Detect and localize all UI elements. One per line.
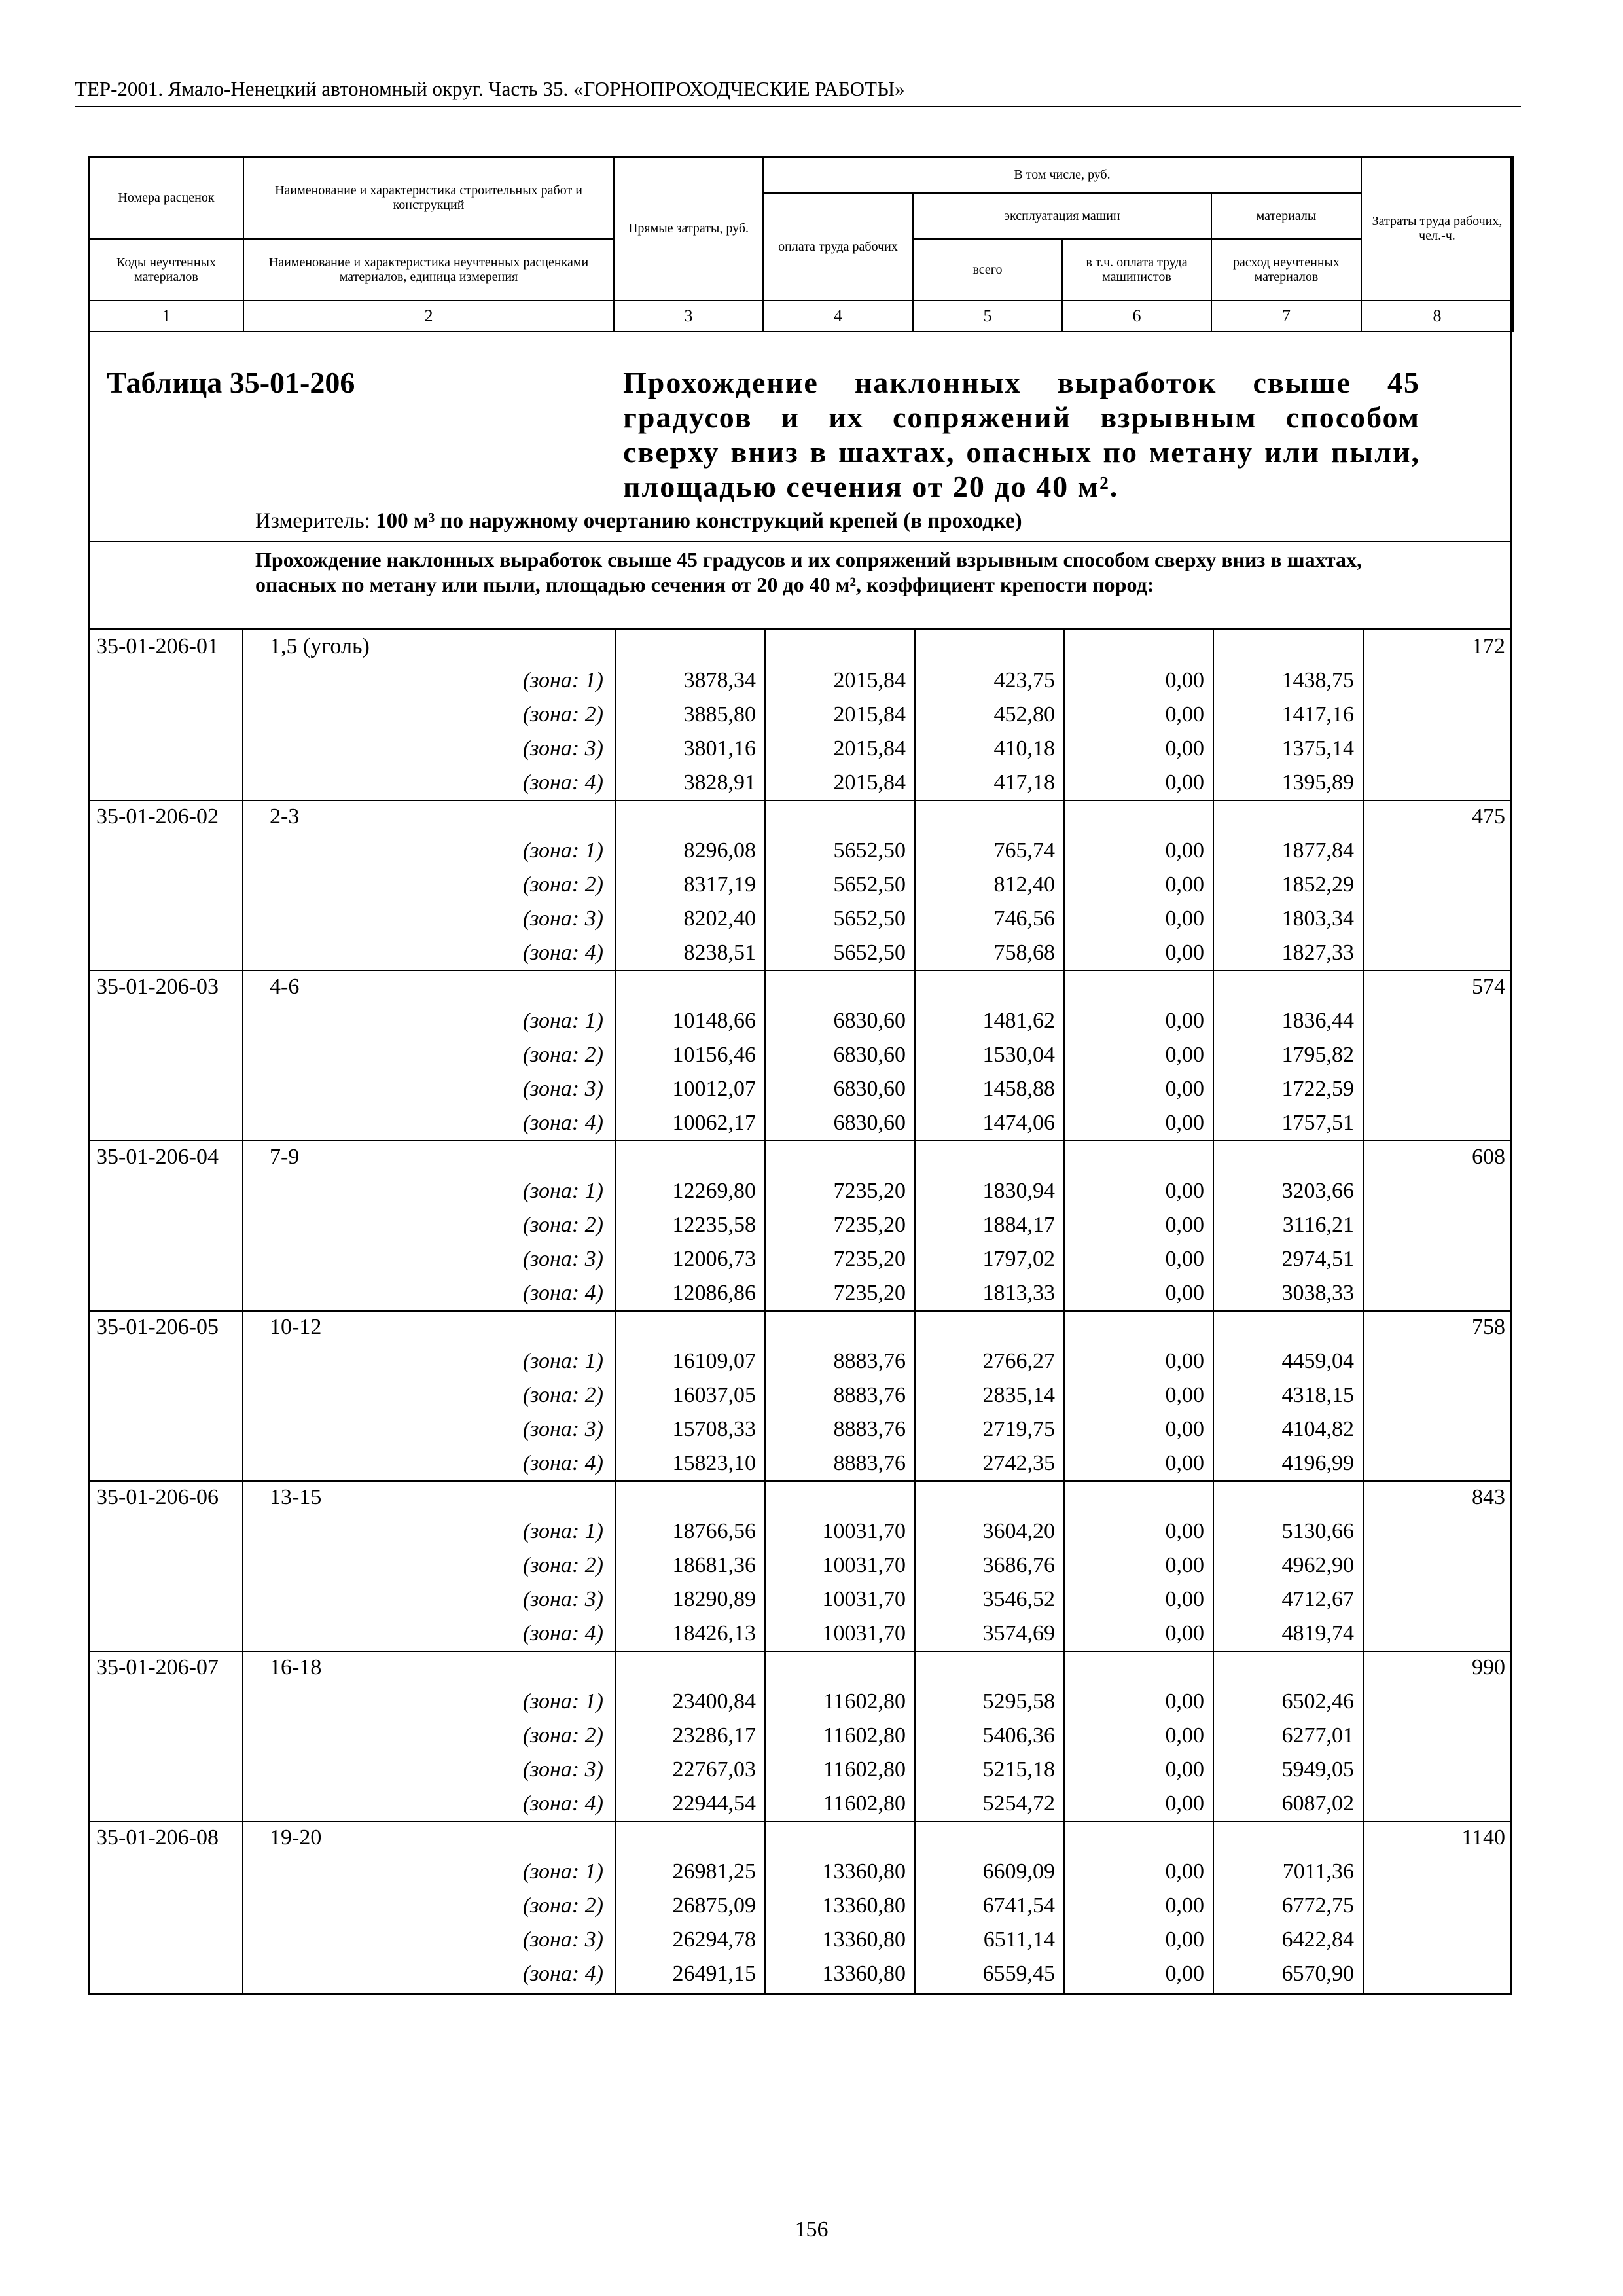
value-mach: 2742,35 [982, 1451, 1055, 1475]
labor-cost: 608 [1472, 1145, 1505, 1169]
value-mat: 1757,51 [1281, 1111, 1354, 1135]
value-direct: 12086,86 [672, 1281, 756, 1305]
rate-name: 19-20 [270, 1825, 322, 1850]
value-mach: 765,74 [993, 838, 1055, 863]
row-separator [88, 1140, 1512, 1141]
value-direct: 8317,19 [683, 872, 756, 897]
labor-cost: 172 [1472, 634, 1505, 658]
value-mat: 6087,02 [1281, 1791, 1354, 1816]
value-mach_wages: 0,00 [1165, 1757, 1204, 1782]
col-header-unaccounted-materials: расход неучтенных материалов [1211, 239, 1361, 300]
value-mach: 5215,18 [982, 1757, 1055, 1782]
col-number: 8 [1361, 300, 1513, 332]
col-header-material-codes: Коды неучтенных материалов [89, 239, 243, 300]
value-direct: 8238,51 [683, 941, 756, 965]
value-wages: 13360,80 [822, 1962, 906, 1986]
value-mat: 2974,51 [1281, 1247, 1354, 1271]
value-mach: 6511,14 [983, 1928, 1055, 1952]
value-direct: 22767,03 [672, 1757, 756, 1782]
value-mach_wages: 0,00 [1165, 1893, 1204, 1918]
value-mach_wages: 0,00 [1165, 1553, 1204, 1577]
value-wages: 13360,80 [822, 1893, 906, 1918]
value-mach_wages: 0,00 [1165, 1621, 1204, 1645]
value-wages: 5652,50 [833, 872, 906, 897]
rate-code: 35-01-206-05 [96, 1315, 219, 1339]
value-direct: 18766,56 [672, 1519, 756, 1543]
zone-label: (зона: 1) [522, 1689, 603, 1713]
value-wages: 8883,76 [833, 1349, 906, 1373]
value-mat: 1803,34 [1281, 906, 1354, 931]
value-mat: 1722,59 [1281, 1077, 1354, 1101]
zone-label: (зона: 4) [522, 1281, 603, 1305]
value-direct: 18290,89 [672, 1587, 756, 1611]
column-separator [1063, 630, 1065, 1994]
value-mach_wages: 0,00 [1165, 668, 1204, 692]
rate-code: 35-01-206-04 [96, 1145, 219, 1169]
running-header: ТЕР-2001. Ямало-Ненецкий автономный округ. Часть 35. «ГОРНОПРОХОДЧЕСКИЕ РАБОТЫ» [75, 77, 1521, 107]
zone-label: (зона: 1) [522, 1349, 603, 1373]
value-mach: 3686,76 [982, 1553, 1055, 1577]
row-separator [88, 1480, 1512, 1482]
value-mat: 1795,82 [1281, 1043, 1354, 1067]
value-direct: 15708,33 [672, 1417, 756, 1441]
col-header-direct-costs: Прямые затраты, руб. [614, 156, 763, 300]
value-mach_wages: 0,00 [1165, 1723, 1204, 1748]
value-mach_wages: 0,00 [1165, 941, 1204, 965]
value-mat: 5949,05 [1281, 1757, 1354, 1782]
labor-cost: 843 [1472, 1485, 1505, 1509]
column-separator [914, 630, 916, 1994]
value-wages: 10031,70 [822, 1519, 906, 1543]
value-mat: 4962,90 [1281, 1553, 1354, 1577]
value-direct: 10062,17 [672, 1111, 756, 1135]
column-separator [1213, 630, 1214, 1994]
row-separator [88, 970, 1512, 971]
rate-name: 16-18 [270, 1655, 322, 1679]
rate-code: 35-01-206-06 [96, 1485, 219, 1509]
value-wages: 2015,84 [833, 770, 906, 795]
zone-label: (зона: 3) [522, 1417, 603, 1441]
value-wages: 11602,80 [823, 1723, 906, 1748]
value-wages: 6830,60 [833, 1077, 906, 1101]
value-mat: 7011,36 [1282, 1859, 1354, 1884]
col-number: 3 [614, 300, 763, 332]
value-wages: 13360,80 [822, 1859, 906, 1884]
value-mach: 3604,20 [982, 1519, 1055, 1543]
value-direct: 18681,36 [672, 1553, 756, 1577]
value-direct: 22944,54 [672, 1791, 756, 1816]
labor-cost: 1140 [1461, 1825, 1505, 1850]
value-mat: 6277,01 [1281, 1723, 1354, 1748]
value-mat: 1877,84 [1281, 838, 1354, 863]
value-direct: 23286,17 [672, 1723, 756, 1748]
zone-label: (зона: 2) [522, 1723, 603, 1748]
value-mach: 5295,58 [982, 1689, 1055, 1713]
value-mat: 4459,04 [1281, 1349, 1354, 1373]
col-number: 5 [913, 300, 1062, 332]
value-mach: 1813,33 [982, 1281, 1055, 1305]
value-wages: 8883,76 [833, 1383, 906, 1407]
row-separator [88, 1310, 1512, 1312]
value-mach: 2835,14 [982, 1383, 1055, 1407]
value-direct: 26981,25 [672, 1859, 756, 1884]
zone-label: (зона: 4) [522, 1451, 603, 1475]
column-header-table [88, 156, 1514, 332]
zone-label: (зона: 1) [522, 668, 603, 692]
value-mat: 1375,14 [1281, 736, 1354, 761]
value-wages: 11602,80 [823, 1757, 906, 1782]
value-mat: 6570,90 [1281, 1962, 1354, 1986]
value-mat: 1852,29 [1281, 872, 1354, 897]
labor-cost: 990 [1472, 1655, 1505, 1679]
value-mach: 5406,36 [982, 1723, 1055, 1748]
rate-name: 4-6 [270, 975, 300, 999]
measure-label: Измеритель: [255, 509, 370, 533]
value-mach: 417,18 [993, 770, 1055, 795]
col-number: 4 [763, 300, 913, 332]
col-number: 6 [1062, 300, 1211, 332]
value-mach: 1830,94 [982, 1179, 1055, 1203]
value-mat: 6502,46 [1281, 1689, 1354, 1713]
column-separator [1363, 630, 1364, 1994]
value-wages: 8883,76 [833, 1451, 906, 1475]
value-mach_wages: 0,00 [1165, 1859, 1204, 1884]
rate-name: 2-3 [270, 804, 300, 829]
value-mach_wages: 0,00 [1165, 1077, 1204, 1101]
value-direct: 10012,07 [672, 1077, 756, 1101]
value-mach_wages: 0,00 [1165, 906, 1204, 931]
value-mach_wages: 0,00 [1165, 1179, 1204, 1203]
value-wages: 5652,50 [833, 838, 906, 863]
value-mach_wages: 0,00 [1165, 770, 1204, 795]
value-mach: 1530,04 [982, 1043, 1055, 1067]
value-mach: 1884,17 [982, 1213, 1055, 1237]
value-direct: 16109,07 [672, 1349, 756, 1373]
value-mach: 812,40 [993, 872, 1055, 897]
zone-label: (зона: 3) [522, 1587, 603, 1611]
value-mat: 4318,15 [1281, 1383, 1354, 1407]
value-mach: 3546,52 [982, 1587, 1055, 1611]
value-direct: 26491,15 [672, 1962, 756, 1986]
value-mach: 410,18 [993, 736, 1055, 761]
value-mach: 1797,02 [982, 1247, 1055, 1271]
value-mach_wages: 0,00 [1165, 702, 1204, 726]
value-mach_wages: 0,00 [1165, 1451, 1204, 1475]
zone-label: (зона: 2) [522, 1893, 603, 1918]
value-wages: 10031,70 [822, 1553, 906, 1577]
value-mach: 1474,06 [982, 1111, 1055, 1135]
rate-name: 1,5 (уголь) [270, 634, 370, 658]
rate-code: 35-01-206-03 [96, 975, 219, 999]
rate-name: 10-12 [270, 1315, 322, 1339]
value-mach: 2766,27 [982, 1349, 1055, 1373]
zone-label: (зона: 2) [522, 1213, 603, 1237]
value-direct: 16037,05 [672, 1383, 756, 1407]
column-separator [242, 630, 243, 1994]
col-header-wages: оплата труда рабочих [763, 193, 913, 300]
value-mach_wages: 0,00 [1165, 1247, 1204, 1271]
value-wages: 7235,20 [833, 1247, 906, 1271]
value-wages: 5652,50 [833, 941, 906, 965]
value-direct: 12006,73 [672, 1247, 756, 1271]
table-title: Прохождение наклонных выработок свыше 45 градусов и их сопряжений взрывным способом сверху вниз в шахтах, опасных по метану или пыли, площадью сечения от 20 до 40 м². [623, 366, 1420, 503]
rate-code: 35-01-206-02 [96, 804, 219, 829]
value-mach_wages: 0,00 [1165, 1587, 1204, 1611]
value-mach: 5254,72 [982, 1791, 1055, 1816]
col-number: 1 [89, 300, 243, 332]
value-wages: 6830,60 [833, 1043, 906, 1067]
divider [88, 541, 1512, 542]
zone-label: (зона: 3) [522, 1077, 603, 1101]
value-mach_wages: 0,00 [1165, 736, 1204, 761]
zone-label: (зона: 1) [522, 1859, 603, 1884]
value-wages: 8883,76 [833, 1417, 906, 1441]
zone-label: (зона: 4) [522, 1111, 603, 1135]
value-direct: 8202,40 [683, 906, 756, 931]
col-header-rate-number: Номера расценок [89, 156, 243, 239]
section-subtitle: Прохождение наклонных выработок свыше 45 градусов и их сопряжений взрывным способом сверху вниз в шахтах, опасных по метану или пыли, площадью сечения от 20 до 40 м², коэффициент крепости пород: [255, 548, 1362, 596]
zone-label: (зона: 3) [522, 906, 603, 931]
value-mat: 3116,21 [1282, 1213, 1354, 1237]
value-mach: 6741,54 [982, 1893, 1055, 1918]
value-mach_wages: 0,00 [1165, 1281, 1204, 1305]
zone-label: (зона: 3) [522, 1757, 603, 1782]
zone-label: (зона: 4) [522, 941, 603, 965]
zone-label: (зона: 3) [522, 1928, 603, 1952]
value-mach_wages: 0,00 [1165, 872, 1204, 897]
value-wages: 2015,84 [833, 736, 906, 761]
zone-label: (зона: 1) [522, 1179, 603, 1203]
row-separator [88, 1651, 1512, 1652]
value-wages: 2015,84 [833, 702, 906, 726]
value-mat: 4196,99 [1281, 1451, 1354, 1475]
rate-code: 35-01-206-01 [96, 634, 219, 658]
value-mach: 6609,09 [982, 1859, 1055, 1884]
value-mat: 1417,16 [1281, 702, 1354, 726]
zone-label: (зона: 1) [522, 1009, 603, 1033]
value-mach: 6559,45 [982, 1962, 1055, 1986]
value-wages: 7235,20 [833, 1213, 906, 1237]
zone-label: (зона: 4) [522, 1621, 603, 1645]
value-mach: 1458,88 [982, 1077, 1055, 1101]
col-header-material-names: Наименование и характеристика неучтенных расценками материалов, единица измерения [243, 239, 614, 300]
col-header-machines-total: всего [913, 239, 1062, 300]
zone-label: (зона: 2) [522, 1383, 603, 1407]
value-direct: 26294,78 [672, 1928, 756, 1952]
value-mach_wages: 0,00 [1165, 1009, 1204, 1033]
value-direct: 23400,84 [672, 1689, 756, 1713]
measure-line [255, 509, 1022, 533]
value-mach: 746,56 [993, 906, 1055, 931]
zone-label: (зона: 2) [522, 702, 603, 726]
rate-code: 35-01-206-07 [96, 1655, 219, 1679]
col-number: 7 [1211, 300, 1361, 332]
value-mat: 1438,75 [1281, 668, 1354, 692]
rate-name: 7-9 [270, 1145, 300, 1169]
value-mat: 4712,67 [1281, 1587, 1354, 1611]
labor-cost: 758 [1472, 1315, 1505, 1339]
zone-label: (зона: 1) [522, 838, 603, 863]
rate-name: 13-15 [270, 1485, 322, 1509]
value-wages: 11602,80 [823, 1791, 906, 1816]
zone-label: (зона: 3) [522, 736, 603, 761]
value-mat: 6772,75 [1281, 1893, 1354, 1918]
value-mat: 4819,74 [1281, 1621, 1354, 1645]
value-mach: 3574,69 [982, 1621, 1055, 1645]
col-number: 2 [243, 300, 614, 332]
value-direct: 3878,34 [683, 668, 756, 692]
value-mat: 6422,84 [1281, 1928, 1354, 1952]
value-mat: 3203,66 [1281, 1179, 1354, 1203]
value-wages: 7235,20 [833, 1281, 906, 1305]
row-separator [88, 800, 1512, 801]
measure-value: 100 м³ по наружному очертанию конструкций крепей (в проходке) [376, 509, 1022, 533]
value-mat: 1836,44 [1281, 1009, 1354, 1033]
value-wages: 10031,70 [822, 1587, 906, 1611]
value-mach: 2719,75 [982, 1417, 1055, 1441]
value-mach: 423,75 [993, 668, 1055, 692]
zone-label: (зона: 2) [522, 872, 603, 897]
labor-cost: 475 [1472, 804, 1505, 829]
divider [88, 628, 1512, 630]
value-wages: 6830,60 [833, 1111, 906, 1135]
value-direct: 3801,16 [683, 736, 756, 761]
value-direct: 10156,46 [672, 1043, 756, 1067]
value-mach_wages: 0,00 [1165, 1791, 1204, 1816]
col-header-work-name: Наименование и характеристика строительных работ и конструкций [243, 156, 614, 239]
value-mach_wages: 0,00 [1165, 1417, 1204, 1441]
row-separator [88, 1821, 1512, 1822]
col-header-machines: эксплуатация машин [913, 193, 1211, 239]
value-wages: 7235,20 [833, 1179, 906, 1203]
value-wages: 13360,80 [822, 1928, 906, 1952]
zone-label: (зона: 4) [522, 1962, 603, 1986]
zone-label: (зона: 1) [522, 1519, 603, 1543]
value-direct: 12269,80 [672, 1179, 756, 1203]
value-wages: 10031,70 [822, 1621, 906, 1645]
value-mach_wages: 0,00 [1165, 1519, 1204, 1543]
value-wages: 6830,60 [833, 1009, 906, 1033]
value-direct: 18426,13 [672, 1621, 756, 1645]
zone-label: (зона: 3) [522, 1247, 603, 1271]
zone-label: (зона: 4) [522, 1791, 603, 1816]
value-mach_wages: 0,00 [1165, 1349, 1204, 1373]
col-header-machinists-wages: в т.ч. оплата труда машинистов [1062, 239, 1211, 300]
value-mach_wages: 0,00 [1165, 1928, 1204, 1952]
value-mach_wages: 0,00 [1165, 1043, 1204, 1067]
value-direct: 10148,66 [672, 1009, 756, 1033]
value-wages: 5652,50 [833, 906, 906, 931]
page-number: 156 [794, 2217, 829, 2242]
value-direct: 3885,80 [683, 702, 756, 726]
value-wages: 2015,84 [833, 668, 906, 692]
value-direct: 12235,58 [672, 1213, 756, 1237]
value-mat: 1827,33 [1281, 941, 1354, 965]
value-mat: 4104,82 [1281, 1417, 1354, 1441]
value-mach_wages: 0,00 [1165, 1962, 1204, 1986]
value-mat: 1395,89 [1281, 770, 1354, 795]
value-wages: 11602,80 [823, 1689, 906, 1713]
value-mach_wages: 0,00 [1165, 1111, 1204, 1135]
value-mach_wages: 0,00 [1165, 1213, 1204, 1237]
value-mat: 5130,66 [1281, 1519, 1354, 1543]
labor-cost: 574 [1472, 975, 1505, 999]
value-direct: 3828,91 [683, 770, 756, 795]
zone-label: (зона: 4) [522, 770, 603, 795]
value-mach_wages: 0,00 [1165, 1689, 1204, 1713]
value-mach: 758,68 [993, 941, 1055, 965]
col-header-including: В том числе, руб. [763, 156, 1361, 193]
value-direct: 15823,10 [672, 1451, 756, 1475]
value-mach: 1481,62 [982, 1009, 1055, 1033]
value-mach: 452,80 [993, 702, 1055, 726]
col-header-materials: материалы [1211, 193, 1361, 239]
value-direct: 8296,08 [683, 838, 756, 863]
zone-label: (зона: 2) [522, 1553, 603, 1577]
value-direct: 26875,09 [672, 1893, 756, 1918]
col-header-labor-costs: Затраты труда рабочих, чел.-ч. [1361, 156, 1513, 300]
value-mach_wages: 0,00 [1165, 1383, 1204, 1407]
rate-code: 35-01-206-08 [96, 1825, 219, 1850]
value-mat: 3038,33 [1281, 1281, 1354, 1305]
zone-label: (зона: 2) [522, 1043, 603, 1067]
value-mach_wages: 0,00 [1165, 838, 1204, 863]
column-separator [764, 630, 766, 1994]
table-code: Таблица 35-01-206 [107, 366, 355, 399]
column-separator [615, 630, 616, 1994]
